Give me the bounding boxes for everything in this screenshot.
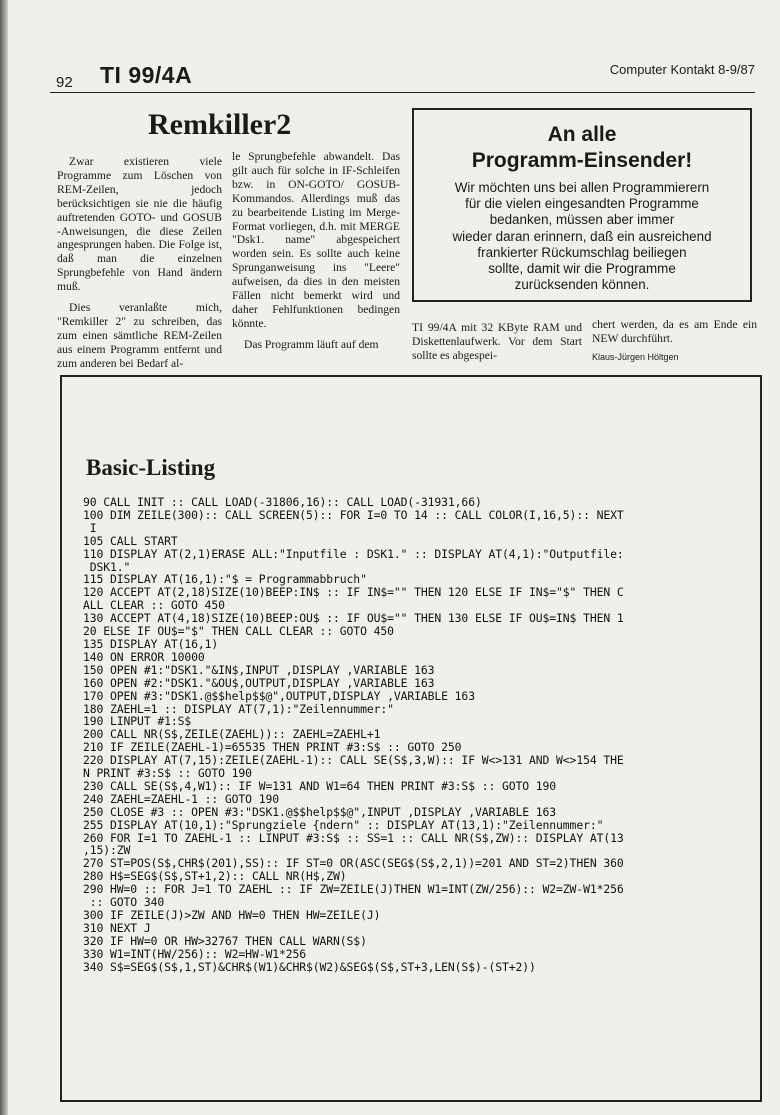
page-header xyxy=(50,60,755,90)
notice-title-line: Programm-Einsender! xyxy=(471,149,693,172)
header-rule xyxy=(50,92,755,93)
basic-listing-box xyxy=(60,375,762,1102)
magazine-title: TI 99/4A xyxy=(100,62,193,88)
paragraph: Das Programm läuft auf dem xyxy=(244,337,379,351)
article-column-3 xyxy=(412,321,582,363)
code-listing: 90 CALL INIT :: CALL LOAD(-31806,16):: CALL LOAD(-31931,66) 100 DIM ZEILE(300):: CALL SCREEN(5):: FOR I=0 TO 14 :: CALL COLOR(I,16,5):: NEXT I 105 CALL START 110 DISPLAY AT(2,1)ERASE ALL:"Inputfile : DSK1." :: DISPLAY AT(4,1):"Outputfile: DSK1." 115 DISPLAY AT(16,1):"$ = Programmabbruch" 120 ACCEPT AT(2,18)SIZE(10)BEEP:IN$ :: IF IN$="" THEN 120 ELSE IF IN$="$" THEN C ALL CLEAR :: GOTO 450 130 ACCEPT AT(4,18)SIZE(10)BEEP:OU$ :: IF OU$="" THEN 130 ELSE IF OU$=IN$ THEN 1 20 ELSE IF OU$="$" THEN CALL CLEAR :: GOTO 450 135 DISPLAY AT(16,1) 140 ON ERROR 10000 150 OPEN #1:"DSK1."&IN$,INPUT ,DISPLAY ,VARIABLE 163 160 OPEN #2:"DSK1."&OU$,OUTPUT,DISPLAY ,VARIABLE 163 170 OPEN #3:"DSK1.@$$help$$@",OUTPUT,DISPLAY ,VARIABLE 163 180 ZAEHL=1 :: DISPLAY AT(7,1):"Zeilennummer:" 190 LINPUT #1:S$ 200 CALL NR(S$,ZEILE(ZAEHL)):: ZAEHL=ZAEHL+1 210 IF ZEILE(ZAEHL-1)=65535 THEN PRINT #3:S$ :: GOTO 250 220 DISPLAY AT(7,15):ZEILE(ZAEHL-1):: CALL SE(S$,3,W):: IF W<>131 AND W<>154 THE N PRINT #3:S$ :: GOTO 190 230 CALL SE(S$,4,W1):: IF W=131 AND W1=64 THEN PRINT #3:S$ :: GOTO 190 240 ZAEHL=ZAEHL-1 :: GOTO 190 250 CLOSE #3 :: OPEN #3:"DSK1.@$$help$$@",INPUT ,DISPLAY ,VARIABLE 163 255 DISPLAY AT(10,1):"Sprungziele {ndern" :: DISPLAY AT(13,1):"Zeilennummer:" 260 FOR I=1 TO ZAEHL-1 :: LINPUT #3:S$ :: SS=1 :: CALL NR(S$,ZW):: DISPLAY AT(13 ,15):ZW 270 ST=POS(S$,CHR$(201),SS):: IF ST=0 OR(ASC(SEG$(S$,2,1))=201 AND ST=2)THEN 360 280 H$=SEG$(S$,ST+1,2):: CALL NR(H$,ZW) 290 HW=0 :: FOR J=1 TO ZAEHL :: IF ZW=ZEILE(J)THEN W1=INT(ZW/256):: W2=ZW-W1*256 :: GOTO 340 300 IF ZEILE(J)>ZW AND HW=0 THEN HW=ZEILE(J) 310 NEXT J 320 IF HW=0 OR HW>32767 THEN CALL WARN(S$) 330 W1=INT(HW/256):: W2=HW-W1*256 340 S$=SEG$(S$,1,ST)&CHR$(W1)&CHR$(W2)&SEG$(S$,ST+3,LEN(S$)-(ST+2)) xyxy=(83,495,624,974)
article-title: Remkiller2 xyxy=(148,108,292,141)
submission-notice-box xyxy=(412,108,752,302)
paragraph: Dies veranlaßte mich, "Remkiller 2" zu schreiben, das zum einen sämtliche REM-Zeilen aus einem Programm entfernt und zum anderen bei Bedarf al- xyxy=(57,301,222,370)
paragraph: TI 99/4A mit 32 KByte RAM und Diskettenlaufwerk. Vor dem Start sollte es abgespei- xyxy=(412,321,582,362)
listing-title: Basic-Listing xyxy=(86,455,216,480)
notice-line: sollte, damit wir die Programme xyxy=(488,261,676,277)
notice-line: frankierter Rückumschlag beiliegen xyxy=(477,244,687,260)
paragraph: Zwar existieren viele Programme zum Löschen von REM-Zeilen, jedoch berücksichtigen sie nie die häufig auftretenden GOTO- und GOSUB -Anweisungen, die diese Zeilen angesprungen haben. Die Folge ist, daß man die einzelnen Sprungbefehle von Hand ändern muß. xyxy=(57,155,222,294)
paragraph: le Sprungbefehle abwandelt. Das gilt auch für solche in IF-Schleifen bzw. in ON-GOTO/ GOSUB-Kommandos. Allerdings muß das zu bearbeitende Listing im Merge-Format vorliegen, d.h. mit MERGE "Dsk1. name" abgespeichert worden sein. Es sollte auch keine Sprunganweisung ins "Leere" aufweisen, da dies in den meisten Fällen nicht bemerkt wird und daher Fehlfunktionen bedingen könnte. xyxy=(232,150,400,330)
page-number: 92 xyxy=(56,74,73,91)
issue-label: Computer Kontakt 8-9/87 xyxy=(609,62,755,77)
notice-line: für die vielen eingesandten Programme xyxy=(465,196,699,212)
notice-title xyxy=(414,122,750,174)
author-name: Klaus-Jürgen Höltgen xyxy=(592,351,679,362)
scan-edge xyxy=(0,0,8,1115)
notice-body xyxy=(414,180,750,293)
notice-line: Wir möchten uns bei allen Programmierern xyxy=(454,180,710,195)
notice-line: wieder daran erinnern, daß ein ausreichend xyxy=(452,228,712,244)
notice-line: bedanken, müssen aber immer xyxy=(489,212,675,228)
notice-line: zurücksenden können. xyxy=(514,277,650,293)
article-column-1 xyxy=(57,155,222,371)
paragraph: chert werden, da es am Ende ein NEW durchführt. xyxy=(592,318,757,345)
article-column-4 xyxy=(592,318,757,365)
article-column-2 xyxy=(232,150,400,352)
notice-title-line: An alle xyxy=(547,123,617,146)
